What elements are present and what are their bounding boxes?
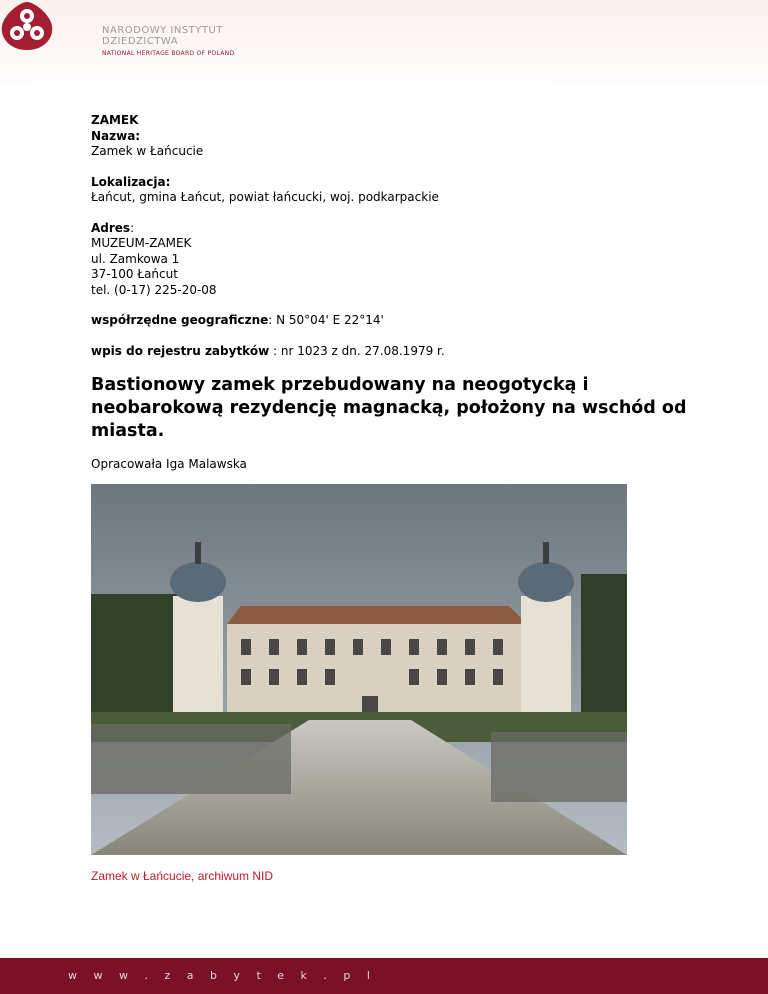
location-block <box>91 175 691 206</box>
register-label: wpis do rejestru zabytków <box>91 343 270 358</box>
coordinates-value: : N 50°04' E 22°14' <box>268 313 384 327</box>
page-header <box>0 0 768 110</box>
photo-caption: Zamek w Łańcucie, archiwum NID <box>91 869 274 883</box>
org-name <box>102 25 234 59</box>
page-title: Bastionowy zamek przebudowany na neogotycką i neobarokową rezydencję magnacką, położony na wschód od miasta. <box>91 375 687 441</box>
nid-logo-icon <box>0 0 54 52</box>
coordinates-label: współrzędne geograficzne <box>91 313 269 327</box>
address-line: MUZEUM-ZAMEK <box>91 236 192 250</box>
record-details <box>91 113 691 443</box>
castle-photo <box>91 484 627 855</box>
name-label: Nazwa: <box>91 128 141 143</box>
org-name-line2: DZIEDZICTWA <box>102 36 179 47</box>
address-label: Adres <box>91 220 131 235</box>
address-line: tel. (0-17) 225-20-08 <box>91 282 217 297</box>
register-value: : nr 1023 z dn. 27.08.1979 r. <box>269 343 445 358</box>
name-value: Zamek w Łańcucie <box>91 144 204 158</box>
footer-website-link[interactable]: w w w . z a b y t e k . p l <box>68 969 377 982</box>
author-credit: Opracowała Iga Malawska <box>91 457 247 471</box>
address-colon: : <box>130 220 135 235</box>
page-footer <box>0 958 768 994</box>
org-name-english: NATIONAL HERITAGE BOARD OF POLAND <box>102 50 235 57</box>
location-value: Łańcut, gmina Łańcut, powiat łańcucki, woj. podkarpackie <box>91 190 439 204</box>
address-line: 37-100 Łańcut <box>91 267 178 281</box>
register-block <box>91 344 691 360</box>
location-label: Lokalizacja: <box>91 174 171 189</box>
address-line: ul. Zamkowa 1 <box>91 251 180 266</box>
address-block <box>91 221 691 299</box>
name-block <box>91 113 691 160</box>
org-name-line1: NARODOWY INSTYTUT <box>102 25 223 36</box>
coordinates-block <box>91 313 691 329</box>
category: ZAMEK <box>91 113 139 127</box>
